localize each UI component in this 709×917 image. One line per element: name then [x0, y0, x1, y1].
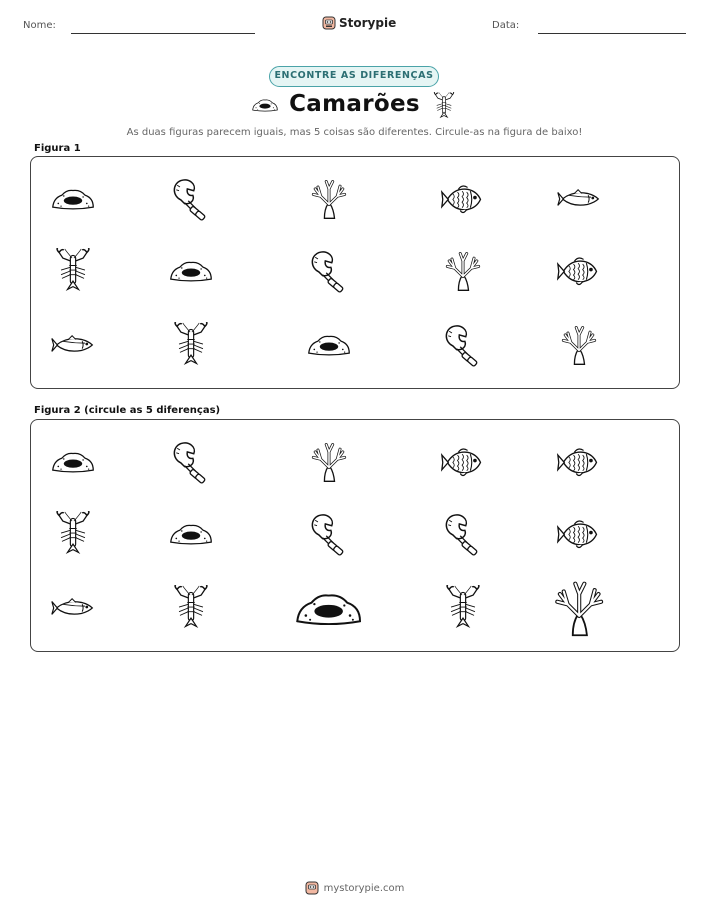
figure-1-panel: [30, 156, 680, 389]
claw-icon[interactable]: [440, 511, 486, 557]
lobster-icon[interactable]: [168, 322, 214, 368]
title-lobster-icon: [430, 92, 458, 120]
storypie-logo: [322, 13, 402, 33]
claw-icon[interactable]: [168, 439, 214, 485]
sand-hole-icon[interactable]: [293, 587, 364, 630]
claw-icon[interactable]: [306, 511, 352, 557]
page-title: Camarões: [289, 91, 420, 117]
coral-icon[interactable]: [306, 176, 352, 222]
fish-icon[interactable]: [440, 444, 486, 481]
figure-1-label: Figura 1: [34, 143, 81, 154]
fish-icon[interactable]: [556, 516, 602, 553]
sand-hole-icon[interactable]: [168, 257, 214, 285]
fish-icon[interactable]: [556, 444, 602, 481]
tuna-icon[interactable]: [50, 596, 96, 620]
footer-url: mystorypie.com: [323, 882, 405, 894]
tuna-icon[interactable]: [50, 333, 96, 357]
footer-mascot-icon: [305, 880, 319, 896]
figure-2-panel: [30, 419, 680, 652]
sand-hole-icon[interactable]: [50, 448, 96, 476]
tuna-icon[interactable]: [556, 187, 602, 211]
find-differences-badge: ENCONTRE AS DIFERENÇAS: [269, 66, 439, 87]
footer: [0, 880, 709, 896]
coral-icon[interactable]: [547, 576, 611, 640]
fish-icon[interactable]: [556, 253, 602, 290]
figure-2-label: Figura 2 (circule as 5 diferenças): [34, 405, 221, 416]
claw-icon[interactable]: [168, 176, 214, 222]
name-field-line[interactable]: [71, 33, 255, 34]
instructions: As duas figuras parecem iguais, mas 5 coisas são diferentes. Circule-as na figura de baixo!: [126, 127, 583, 138]
date-label: Data:: [492, 20, 520, 31]
lobster-icon[interactable]: [168, 585, 214, 631]
fish-icon[interactable]: [440, 181, 486, 218]
sand-hole-icon[interactable]: [168, 520, 214, 548]
lobster-icon[interactable]: [50, 511, 96, 557]
date-field-line[interactable]: [538, 33, 686, 34]
sand-hole-icon[interactable]: [306, 331, 352, 359]
name-label: Nome:: [23, 20, 56, 31]
claw-icon[interactable]: [440, 322, 486, 368]
lobster-icon[interactable]: [440, 585, 486, 631]
claw-icon[interactable]: [306, 248, 352, 294]
storypie-mascot-icon: [322, 15, 336, 31]
coral-icon[interactable]: [440, 248, 486, 294]
lobster-icon[interactable]: [50, 248, 96, 294]
coral-icon[interactable]: [306, 439, 352, 485]
brand-name: Storypie: [339, 16, 397, 30]
sand-hole-icon[interactable]: [50, 185, 96, 213]
coral-icon[interactable]: [556, 322, 602, 368]
